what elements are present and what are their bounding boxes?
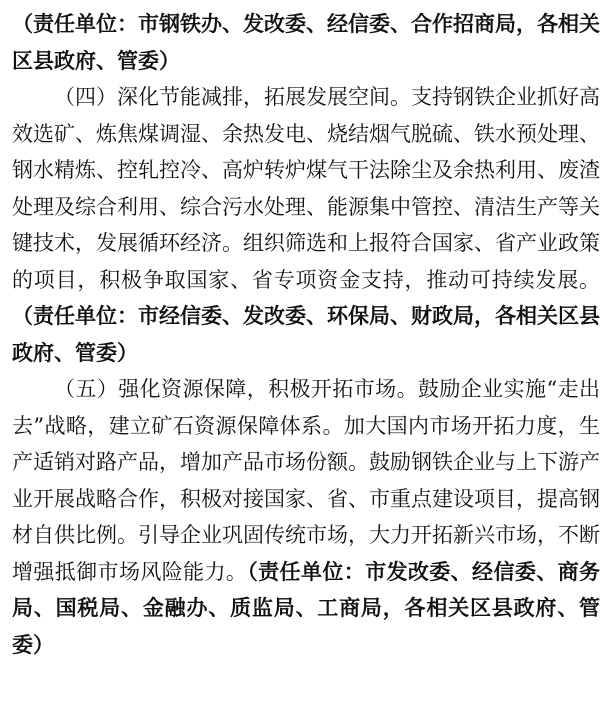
paragraph-body: （四）深化节能减排，拓展发展空间。支持钢铁企业抓好高效选矿、炼焦煤调湿、余热发电、烧结烟气脱硫、铁水预处理、钢水精炼、控轧控冷、高炉转炉煤气干法除尘及余热利用、废渣处理及综合利用、综合污水处理、能源集中管控、清洁生产等关键技术，发展循环经济。组织筛选和上报符合国家、省产业政策的项目，积极争取国家、省专项资金支持，推动可持续发展。 — [12, 85, 600, 292]
responsibility-units: （责任单位：市经信委、发改委、环保局、财政局，各相关区县政府、管委） — [12, 304, 600, 365]
paragraph-energy-saving — [12, 79, 600, 371]
responsibility-units: （责任单位：市钢铁办、发改委、经信委、合作招商局，各相关区县政府、管委） — [12, 12, 600, 73]
responsibility-units: （责任单位：市发改委、经信委、商务局、国税局、金融办、质监局、工商局，各相关区县政府、管委） — [12, 559, 601, 657]
paragraph-body: （五）强化资源保障，积极开拓市场。鼓励企业实施“走出去”战略，建立矿石资源保障体系。加大国内市场开拓力度，生产适销对路产品，增加产品市场份额。鼓励钢铁企业与上下游产业开展战略合作，积极对接国家、省、市重点建设项目，提高钢材自供比例。引导企业巩固传统市场，大力开拓新兴市场，不断增强抵御市场风险能力。 — [12, 377, 600, 584]
paragraph-responsibility-steel — [12, 6, 600, 79]
document-page — [12, 6, 600, 663]
paragraph-resource-market — [12, 371, 600, 663]
